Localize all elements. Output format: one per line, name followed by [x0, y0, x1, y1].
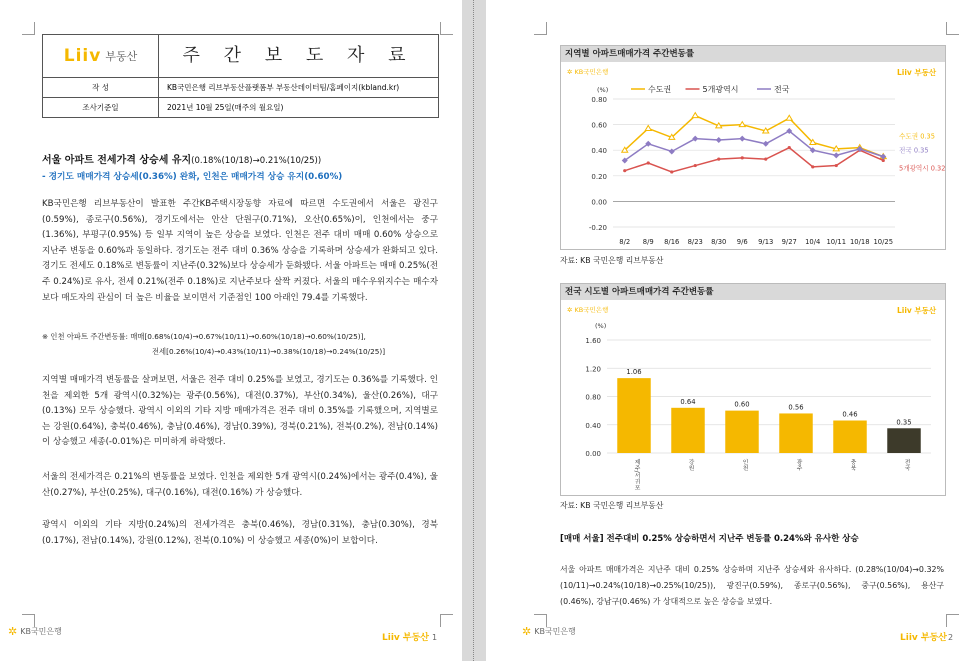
x-tick-label: 강원: [687, 459, 693, 471]
kb-bank-footer-logo: ✲ KB국민은행: [8, 625, 62, 638]
chart-source: 자료: KB 국민은행 리브부동산: [560, 256, 664, 265]
bar-value-label: 0.35: [896, 418, 912, 427]
x-tick-label: 제주/서귀포: [633, 459, 639, 490]
x-tick-label: 9/27: [781, 238, 797, 246]
crop-mark: [534, 22, 547, 35]
data-point: [788, 146, 791, 149]
y-tick-label: 0.60: [591, 121, 607, 130]
crop-mark: [946, 22, 959, 35]
bar: [671, 408, 704, 453]
y-tick-label: 0.00: [591, 198, 607, 207]
y-tick-label: 0.80: [591, 96, 607, 104]
x-tick-label: 8/16: [664, 238, 680, 246]
bar-chart-panel: [560, 283, 946, 496]
liiv-footer-logo: Liiv 부동산: [900, 633, 947, 643]
kb-bank-logo: ✲ KB국민은행: [567, 306, 609, 314]
data-point: [739, 136, 745, 142]
document-title: 주 간 보 도 자 료: [182, 45, 415, 66]
kb-star-icon: ✲: [522, 625, 532, 638]
series-line: [625, 131, 884, 160]
x-tick-label: 8/23: [687, 238, 703, 246]
data-point: [647, 161, 650, 164]
data-point: [741, 156, 744, 159]
y-tick-label: -0.20: [588, 224, 607, 232]
x-tick-label: 8/30: [711, 238, 727, 246]
note-line-1: ※ 인천 아파트 주간변동률: 매매[0.68%(10/4)→0.67%(10/11)→0.60%(10/18)→0.60%(10/25)],: [42, 332, 366, 341]
legend-label: 전국: [774, 85, 790, 94]
y-tick-label: 0.40: [591, 147, 607, 156]
crop-mark: [440, 614, 453, 627]
liiv-logo: Liiv 부동산: [43, 35, 159, 77]
y-tick-label: 1.60: [585, 337, 601, 345]
liiv-footer-logo: Liiv 부동산: [382, 633, 429, 643]
press-release-header: [42, 34, 439, 118]
series-end-label: 수도권 0.35: [899, 132, 935, 141]
bar: [833, 421, 866, 453]
chart-source: 자료: KB 국민은행 리브부동산: [560, 501, 664, 510]
data-point: [811, 165, 814, 168]
x-tick-label: 10/4: [805, 238, 821, 246]
x-tick-label: 9/6: [736, 238, 748, 246]
data-point: [670, 170, 673, 173]
bar-value-label: 0.46: [842, 410, 858, 419]
page-1: [0, 0, 462, 661]
chart-title: 지역별 아파트매매가격 주간변동률: [561, 46, 945, 62]
bar: [725, 411, 758, 453]
data-point: [786, 115, 792, 120]
paragraph-3: 서울의 전세가격은 0.21%의 변동률을 보였다. 인천을 제외한 5개 광역시(0.24%)에서는 광주(0.4%), 울산(0.27%), 부산(0.25%), 대구(0.16%), 대전(0.16%) 가 상승했다.: [42, 472, 438, 498]
data-point: [669, 148, 675, 154]
x-tick-label: 충북: [849, 459, 855, 471]
bar: [779, 413, 812, 453]
series-end-label: 전국 0.35: [899, 146, 929, 155]
line-chart: [561, 62, 945, 248]
y-tick-label: 1.20: [585, 365, 601, 374]
page-number: 2: [948, 633, 954, 642]
section-heading: 서울 아파트 전세가격 상승세 유지(0.18%(10/18)→0.21%(10/25)): [42, 155, 322, 166]
x-tick-label: 10/25: [873, 238, 894, 246]
page-separator: [473, 0, 474, 661]
page-number: 1: [432, 633, 438, 642]
x-tick-label: 9/13: [758, 238, 774, 246]
crop-mark: [440, 22, 453, 35]
data-point: [692, 113, 698, 118]
bar-value-label: 0.56: [788, 403, 804, 412]
y-tick-label: 0.80: [585, 393, 601, 402]
x-tick-label: 광주: [795, 459, 801, 471]
y-axis-unit: (%): [595, 322, 607, 330]
legend-label: 수도권: [648, 85, 672, 94]
x-tick-label: 전국: [903, 459, 909, 471]
y-tick-label: 0.20: [591, 172, 607, 181]
line-chart-panel: [560, 45, 946, 250]
paragraph-4: 광역시 이외의 기타 지방(0.24%)의 전세가격은 충북(0.46%), 경남(0.31%), 충남(0.30%), 경북(0.17%), 전남(0.14%), 강원(0.12%), 전북(0.10%) 이 상승했고 세종(0%)이 보합이다.: [42, 520, 438, 546]
paragraph: 서울 아파트 매매가격은 지난주 대비 0.25% 상승하며 지난주 상승세와 유사하다. (0.28%(10/04)→0.32%(10/11)→0.24%(10/18)→0.25%(10/25)), 광진구(0.59%), 종로구(0.56%), 중구(0.56%), 용산구(0.46%), 강남구(0.46%) 가 상대적으로 높은 상승을 보였다.: [560, 565, 944, 606]
series-end-label: 5개광역시 0.32: [899, 164, 945, 173]
bar-value-label: 0.64: [680, 397, 696, 406]
bar: [887, 428, 920, 453]
header-row-author: 작 성 KB국민은행 리브부동산플랫폼부 부동산데이터팀/홈페이지(kbland.kr): [43, 78, 438, 98]
data-point: [717, 158, 720, 161]
legend-label: 5개광역시: [702, 85, 739, 94]
x-tick-label: 8/2: [619, 238, 631, 246]
note-line-2: 전세[0.26%(10/4)→0.43%(10/11)→0.38%(10/18)→0.24%(10/25)]: [152, 347, 386, 356]
paragraph-2: 지역별 매매가격 변동률을 살펴보면, 서울은 전주 대비 0.25%를 보였고, 경기도는 0.36%를 기록했다. 인천을 제외한 5개 광역시(0.32%)는 광주(0.56%), 대전(0.37%), 부산(0.34%), 울산(0.26%), 대구(0.13%) 모두 상승했다. 광역시 이외의 기타 지방 매매가격은 전주 대비 0.35%를 기록했으며, 지역별로는 강원(0.64%), 충북(0.46%), 충남(0.46%), 경남(0.39%), 경북(0.21%), 전북(0.2%), 전남(0.14%) 이 상승했고 세종(-0.01%)은 미미하게 하락했다.: [42, 375, 438, 448]
bar: [617, 378, 650, 453]
kb-bank-footer-logo: ✲ KB국민은행: [522, 625, 576, 638]
data-point: [764, 158, 767, 161]
kb-star-icon: ✲: [8, 625, 18, 638]
bar-value-label: 0.60: [734, 400, 750, 409]
data-point: [694, 164, 697, 167]
data-point: [716, 137, 722, 143]
y-tick-label: 0.40: [585, 421, 601, 430]
data-point: [835, 164, 838, 167]
y-axis-unit: (%): [597, 86, 609, 94]
data-point: [692, 136, 698, 142]
x-tick-label: 10/18: [849, 238, 870, 246]
data-point: [623, 169, 626, 172]
header-row-date: 조사기준일 2021년 10월 25일(매주의 월요일): [43, 98, 438, 117]
chart-title: 전국 시도별 아파트매매가격 주간변동률: [561, 284, 945, 300]
paragraph-1: KB국민은행 리브부동산이 발표한 주간KB주택시장동향 자료에 따르면 수도권에서 서울은 광진구(0.59%), 종로구(0.56%), 경기도에서는 안산 단원구(0.71%), 오산(0.65%)이, 인천에서는 중구(1.36%), 부평구(0.95%) 등 일부 지역이 높은 상승을 보였다. 인천은 전주 대비 매매 0.60% 상승으로 지난주 변동을 0.60%과 동일하다. 경기도는 전주 대비 0.36% 상승을 기록하며 상승세가 완화되고 있다. 경기도 전세도 0.18%로 변동률이 지난주(0.32%)보다 상승세가 둔화됐다. 서울 아파트는 매매 0.25%(전주 0.24%)로 유사, 전세 0.21%(전주 0.18%)로 지난주보다 살짝 커졌다. 서울의 매수우위지수는 매수자보다 매도자의 관심이 더 높은 비율을 보이면서 기준점인 100 아래인 79.4를 기록했다.: [42, 199, 438, 303]
data-point: [645, 125, 651, 130]
bar-chart: [561, 300, 945, 494]
x-tick-label: 인천: [741, 459, 747, 471]
x-tick-label: 8/9: [642, 238, 654, 246]
data-point: [763, 141, 769, 147]
series-line: [625, 148, 884, 172]
liiv-logo: Liiv 부동산: [897, 306, 937, 315]
section-subheading: - 경기도 매매가격 상승세(0.36%) 완화, 인천은 매매가격 상승 유지(0.60%): [42, 172, 343, 182]
x-tick-label: 10/11: [826, 238, 847, 246]
crop-mark: [946, 614, 959, 627]
section-heading: [매매 서울] 전주대비 0.25% 상승하면서 지난주 변동률 0.24%와 유사한 상승: [560, 534, 859, 544]
y-tick-label: 0.00: [585, 450, 601, 458]
bar-value-label: 1.06: [626, 368, 642, 377]
kb-bank-logo: ✲ KB국민은행: [567, 68, 609, 76]
liiv-logo: Liiv 부동산: [897, 68, 937, 77]
data-point: [833, 152, 839, 158]
crop-mark: [22, 22, 35, 35]
